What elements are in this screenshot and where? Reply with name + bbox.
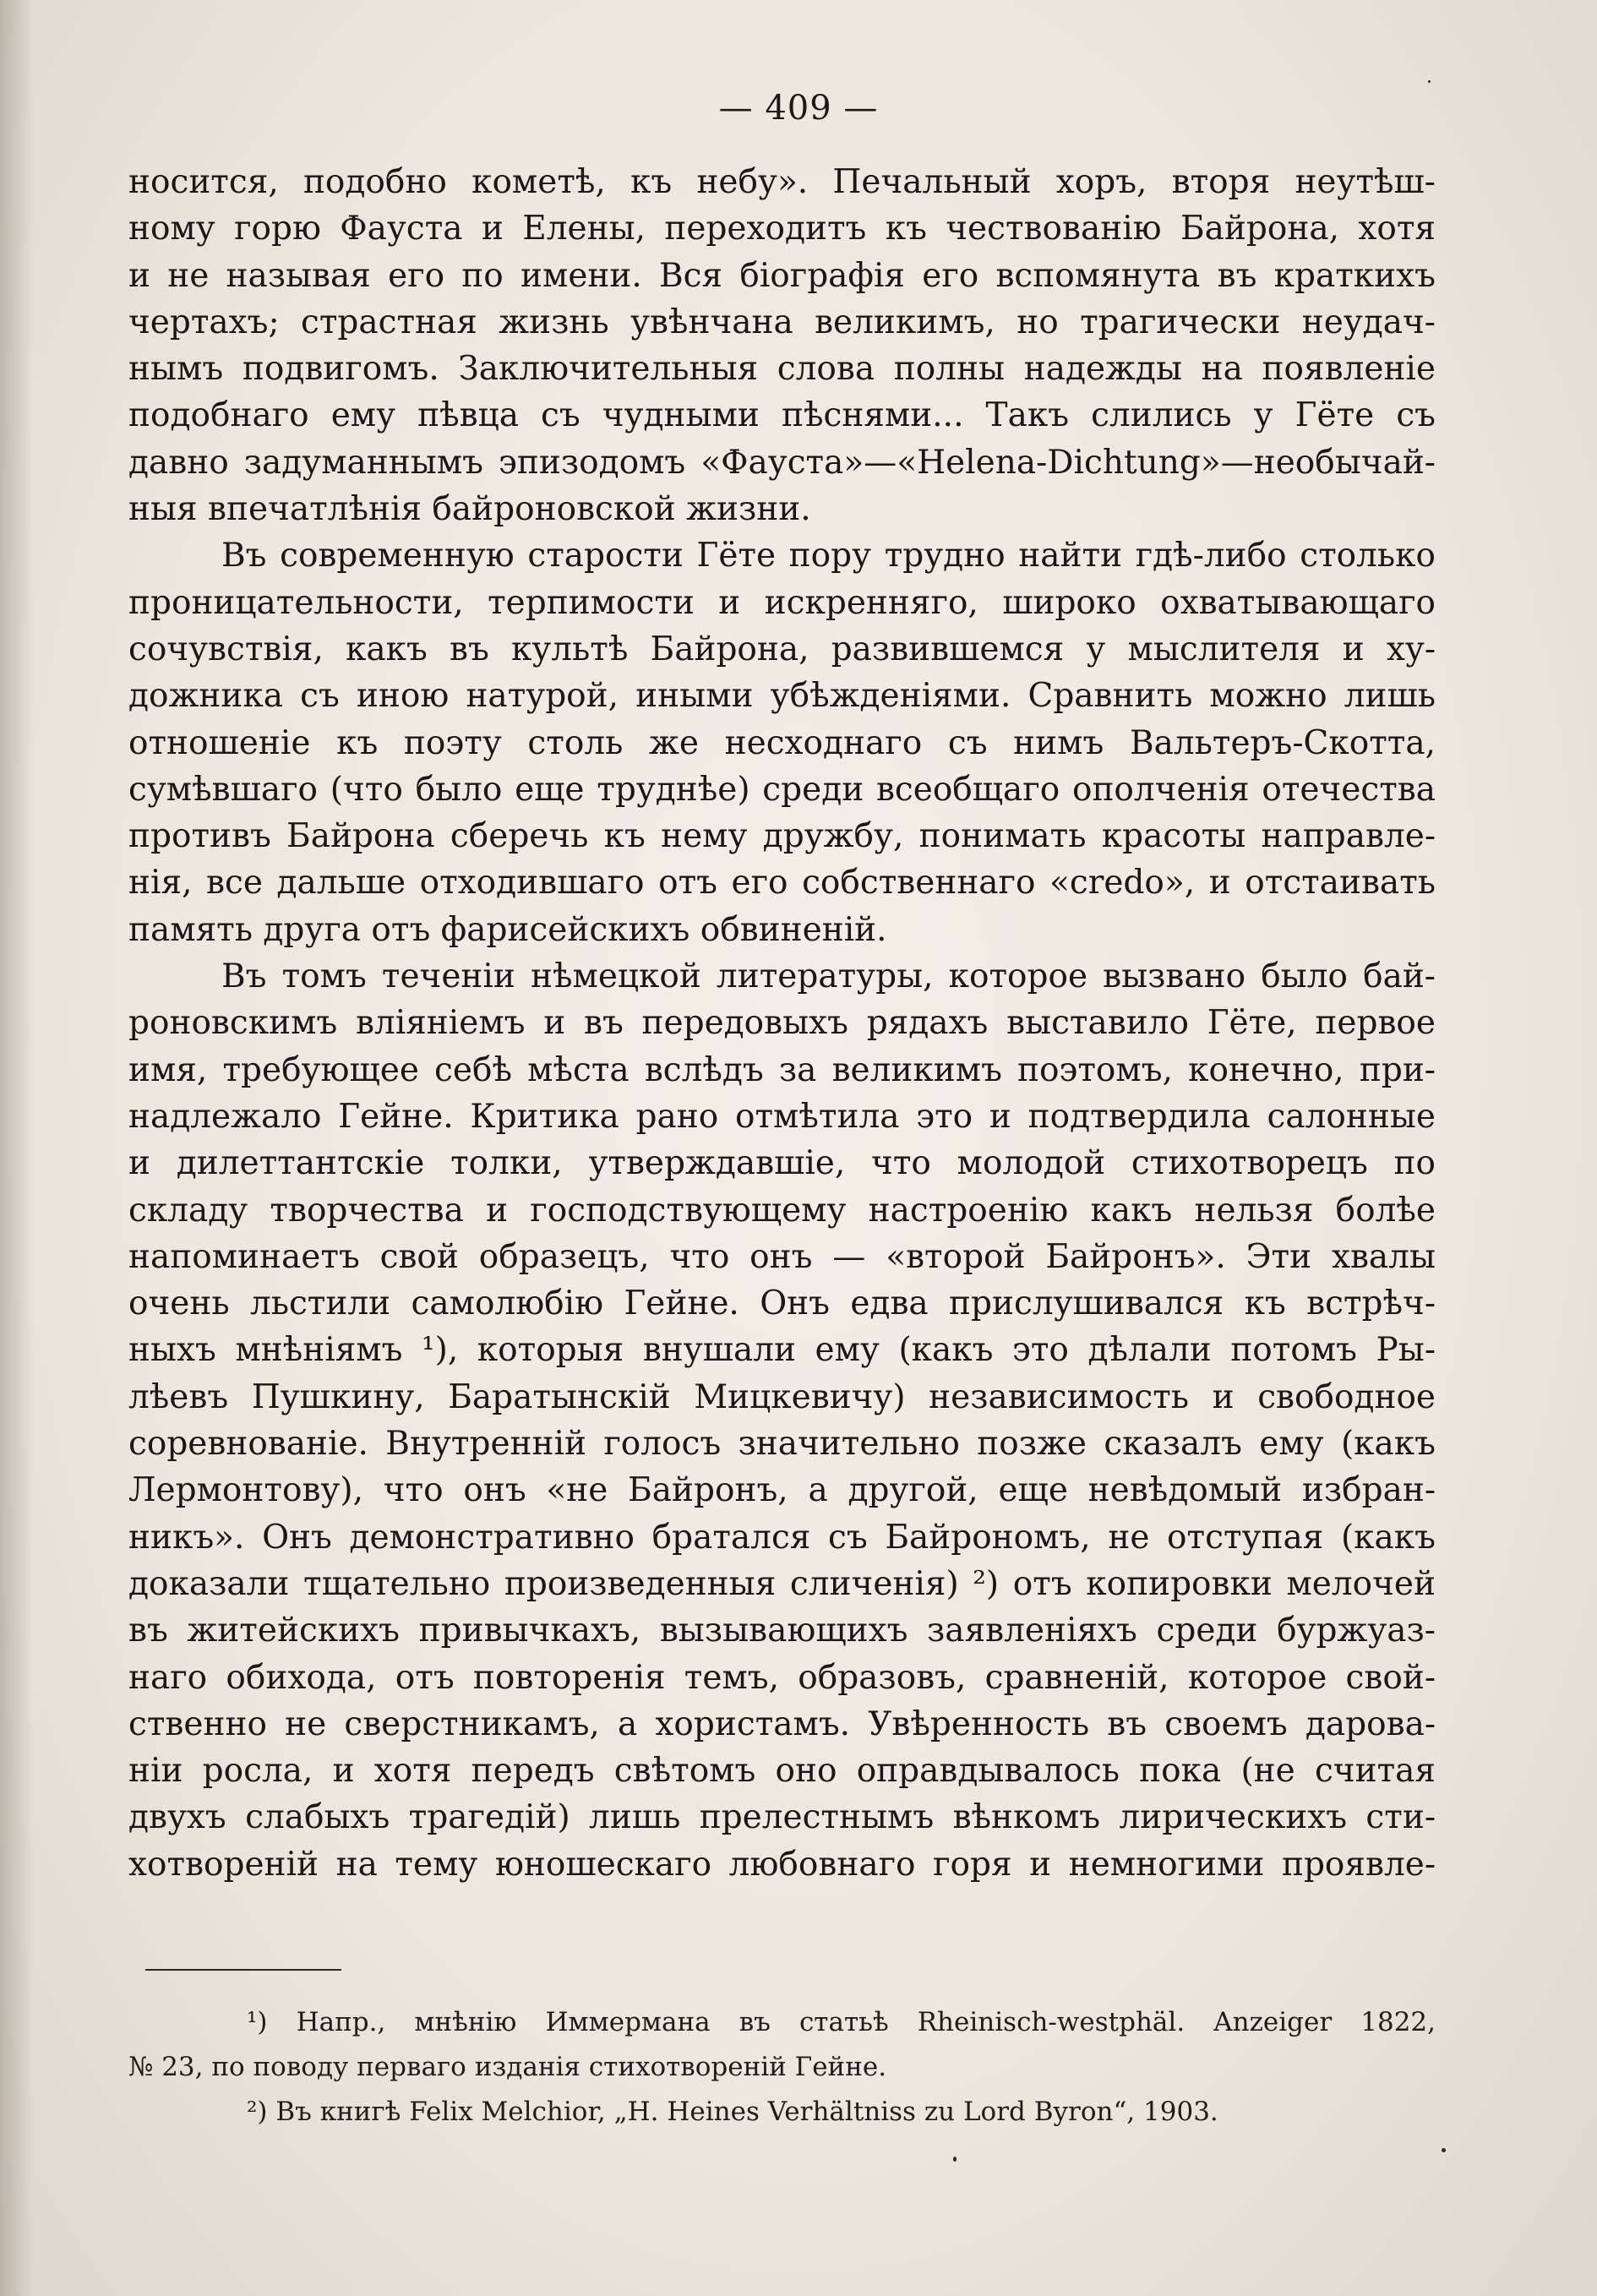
paragraph-3 — [128, 953, 1436, 1888]
text-line: ніи росла, и хотя передъ свѣтомъ оно оправдывалось пока (не считая — [128, 1752, 1436, 1791]
text-line: нія, все дальше отходившаго отъ его собственнаго «credo», и отстаивать — [128, 864, 1436, 903]
text-line: сочувствія, какъ въ культѣ Байрона, развившемся у мыслителя и ху- — [128, 630, 1436, 668]
text-line: давно задуманнымъ эпизодомъ «Фауста»—«Helena-Dichtung»—необычай- — [128, 443, 1436, 482]
text-line: нымъ подвигомъ. Заключительныя слова полны надежды на появленіе — [128, 350, 1436, 389]
text-line: чертахъ; страстная жизнь увѣнчана великимъ, но трагически неудач- — [128, 303, 1436, 341]
footnote-line: ²) Въ книгѣ Felix Melchior, „H. Heines Verhältniss zu Lord Byron“, 1903. — [247, 2097, 1218, 2127]
footnotes — [128, 2000, 1436, 2135]
text-line: напоминаетъ свой образецъ, что онъ — «второй Байронъ». Эти хвалы — [128, 1237, 1436, 1276]
paragraph-2 — [128, 532, 1436, 953]
footnote-line: № 23, по поводу перваго изданія стихотвореній Гейне. — [128, 2052, 887, 2082]
text-line: лѣевъ Пушкину, Баратынскій Мицкевичу) независимость и свободное — [128, 1377, 1436, 1416]
text-line: складу творчества и господствующему настроенію какъ нельзя болѣе — [128, 1191, 1436, 1230]
text-line: въ житейскихъ привычкахъ, вызывающихъ заявленіяхъ среди буржуаз- — [128, 1612, 1436, 1650]
text-line: наго обихода, отъ повторенія темъ, образовъ, сравненій, которое свой- — [128, 1658, 1436, 1697]
footnote-line: ¹) Напр., мнѣнію Иммермана въ статьѣ Rheinisch-westphäl. Anzeiger 1822, — [247, 2007, 1436, 2037]
text-line: надлежало Гейне. Критика рано отмѣтила это и подтвердила салонные — [128, 1097, 1436, 1136]
text-line: Лермонтову), что онъ «не Байронъ, а другой, еще невѣдомый избран- — [128, 1471, 1436, 1510]
text-line: ному горю Фауста и Елены, переходитъ къ чествованію Байрона, хотя — [128, 210, 1436, 248]
page-number: — 409 — — [718, 89, 879, 128]
footnote-1 — [128, 2000, 1436, 2090]
text-line: двухъ слабыхъ трагедій) лишь прелестнымъ вѣнкомъ лирическихъ сти- — [128, 1798, 1436, 1837]
text-line: ственно не сверстникамъ, а хористамъ. Увѣренность въ своемъ дарова- — [128, 1704, 1436, 1743]
text-line: сумѣвшаго (что было еще труднѣе) среди всеобщаго ополченія отечества — [128, 770, 1436, 809]
text-line: память друга отъ фарисейскихъ обвиненій. — [128, 910, 887, 949]
text-line: Въ томъ теченіи нѣмецкой литературы, которое вызвано было бай- — [221, 957, 1436, 996]
text-line: и дилеттантскіе толки, утверждавшіе, что молодой стихотворецъ по — [128, 1144, 1436, 1183]
text-line: отношеніе къ поэту столь же несходнаго съ нимъ Вальтеръ-Скотта, — [128, 723, 1436, 762]
text-line: роновскимъ вліяніемъ и въ передовыхъ рядахъ выставило Гёте, первое — [128, 1004, 1436, 1043]
text-line: ныхъ мнѣніямъ ¹), которыя внушали ему (какъ это дѣлали потомъ Ры- — [128, 1331, 1436, 1370]
footnote-2 — [128, 2090, 1436, 2135]
body-text — [128, 159, 1436, 1888]
text-line: противъ Байрона сберечь къ нему дружбу, понимать красоты направле- — [128, 817, 1436, 856]
text-line: доказали тщательно произведенныя сличенія) ²) отъ копировки мелочей — [128, 1564, 1436, 1603]
text-line: Въ современную старости Гёте пору трудно найти гдѣ-либо столько — [221, 537, 1436, 575]
text-line: проницательности, терпимости и искренняго, широко охватывающаго — [128, 583, 1436, 622]
page-edge-shadow — [0, 0, 34, 2296]
text-line: имя, требующее себѣ мѣста вслѣдъ за великимъ поэтомъ, конечно, при- — [128, 1050, 1436, 1089]
text-line: очень льстили самолюбію Гейне. Онъ едва прислушивался къ встрѣч- — [128, 1284, 1436, 1323]
text-line: ныя впечатлѣнія байроновской жизни. — [128, 490, 811, 529]
text-line: хотвореній на тему юношескаго любовнаго горя и немногими проявле- — [128, 1845, 1436, 1884]
text-line: и не называя его по имени. Вся біографія его вспомянута въ краткихъ — [128, 256, 1436, 295]
text-line: соревнованіе. Внутренній голосъ значительно позже сказалъ ему (какъ — [128, 1425, 1436, 1464]
text-line: никъ». Онъ демонстративно братался съ Байрономъ, не отступая (какъ — [128, 1518, 1436, 1557]
print-speck — [1442, 2148, 1446, 2152]
text-line: дожника съ иною натурой, иными убѣжденіями. Сравнить можно лишь — [128, 677, 1436, 716]
print-speck — [1428, 80, 1431, 83]
paragraph-1 — [128, 159, 1436, 532]
text-line: подобнаго ему пѣвца съ чудными пѣснями... Такъ слились у Гёте съ — [128, 396, 1436, 435]
print-speck — [953, 2157, 957, 2162]
footnote-divider — [145, 1969, 341, 1971]
text-line: носится, подобно кометѣ, къ небу». Печальный хоръ, вторя неутѣш- — [128, 163, 1436, 201]
